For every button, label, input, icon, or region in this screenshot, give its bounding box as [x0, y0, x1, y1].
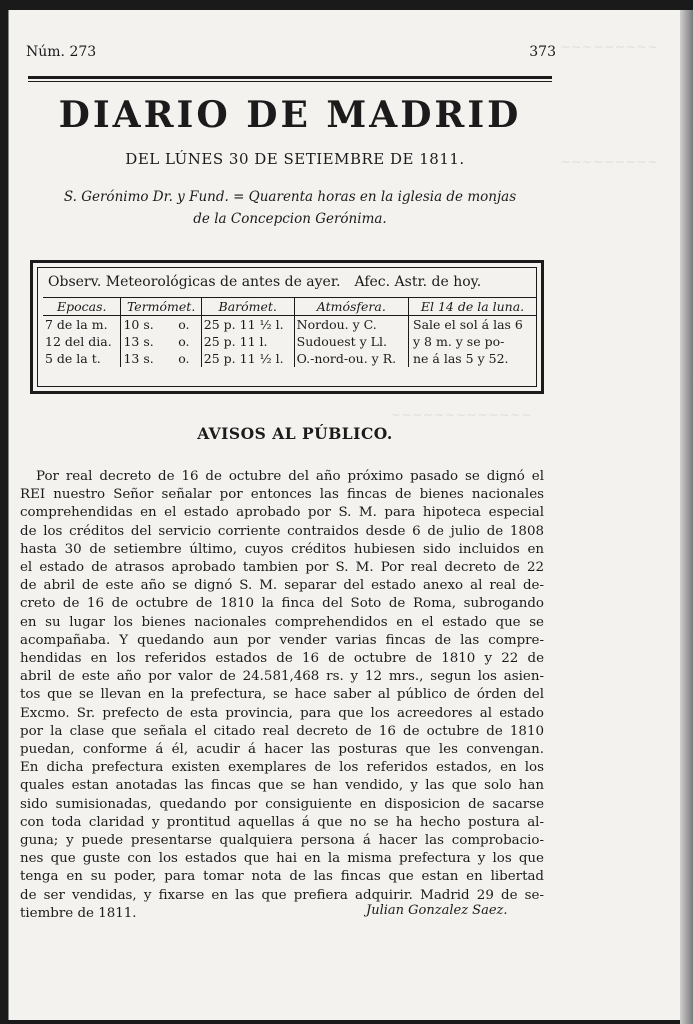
column-header-moon: El 14 de la luna.: [409, 298, 537, 316]
bleed-through-text: ~~~~~~~~~: [560, 40, 659, 55]
column-header-thermometer: Termómet.: [121, 298, 201, 316]
header-rule-thin: [28, 81, 552, 82]
table-row: [43, 350, 536, 367]
atmosphere-cell: O.-nord-ou. y R.: [294, 350, 408, 367]
thermometer-unit-cell: o.: [178, 351, 190, 366]
notice-line: en su lugar los bienes nacionales comprehendidos en el estado que se: [20, 614, 544, 630]
moon-cell: ne á las 5 y 52.: [409, 350, 537, 367]
notice-line: tiembre de 1811.: [20, 905, 137, 921]
notice-line: hendidas en los referidos estados de 16 de octubre de 1810 y 22 de: [20, 651, 544, 667]
barometer-cell: 25 p. 11 ½ l.: [201, 316, 294, 334]
meteorology-frame: [37, 267, 537, 387]
thermometer-cell: 10 s.: [121, 316, 176, 334]
meteorology-title-left: Observ. Meteorológicas de antes de ayer.: [48, 274, 341, 290]
dateline: DEL LÚNES 30 DE SETIEMBRE DE 1811.: [125, 150, 465, 168]
barometer-cell: 25 p. 11 l.: [201, 333, 294, 350]
column-header-atmosphere: Atmósfera.: [294, 298, 408, 316]
notice-line: abril de este año por valor de 24.581,468 rs. y 12 mrs., segun los asien-: [20, 669, 544, 685]
barometer-cell: 25 p. 11 ½ l.: [201, 350, 294, 367]
notice-line: con toda claridad y prontitud aquellas á que no se ha hecho postura al-: [20, 814, 544, 830]
notice-line: por la clase que señala el citado real decreto de 16 de octubre de 1810: [20, 723, 544, 739]
page-edge: [680, 10, 693, 1024]
epoch-cell: 12 del dia.: [45, 334, 112, 349]
notice-line: el estado de atrasos aprobado tambien por S. M. Por real decreto de 22: [20, 560, 544, 576]
notice-line: tos que se llevan en la prefectura, se hace saber al público de órden del: [20, 687, 544, 703]
meteorology-table: [43, 297, 536, 367]
newspaper-title: DIARIO DE MADRID: [58, 94, 522, 136]
notice-line: hasta 30 de setiembre último, cuyos créditos hubiesen sido incluidos en: [20, 541, 544, 557]
section-title: AVISOS AL PÚBLICO.: [197, 424, 393, 443]
notice-line: creto de 16 de octubre de 1810 la finca del Soto de Roma, subrogando: [20, 596, 544, 612]
table-row: [43, 316, 536, 334]
notice-line: puedan, conforme á él, acudir á hacer las posturas que les convengan.: [20, 742, 544, 758]
bleed-through-text: ~~~~~~~~~~~~~: [390, 408, 532, 423]
notice-line: guna; y puede presentarse qualquiera persona á hacer las comprobacio-: [20, 833, 544, 849]
epoch-cell: 7 de la m.: [45, 317, 108, 332]
atmosphere-cell: Sudouest y Ll.: [294, 333, 408, 350]
notice-line: Excmo. Sr. prefecto de esta provincia, para que los acreedores al estado: [20, 705, 544, 721]
thermometer-unit-cell: o.: [178, 334, 190, 349]
notice-line: de abril de este año se dignó S. M. separar del estado anexo al real de-: [20, 578, 544, 594]
moon-cell: Sale el sol á las 6: [409, 316, 537, 334]
bleed-through-text: ~~~~~~~~~: [560, 155, 659, 170]
page-number: 373: [529, 44, 556, 60]
notice-line: acompañaba. Y quedando aun por vender varias fincas de las compre-: [20, 632, 544, 648]
atmosphere-cell: Nordou. y C.: [294, 316, 408, 334]
notice-line: quales estan anotadas las fincas que se han vendido, y las que solo han: [20, 778, 544, 794]
notice-line: tenga en su poder, para tomar nota de las fincas que estan en libertad: [20, 869, 544, 885]
notice-line: En dicha prefectura existen exemplares de los referidos estados, en los: [20, 760, 544, 776]
notice-line: nes que guste con los estados que hai en la misma prefectura y los que: [20, 851, 544, 867]
notice-body: [20, 468, 544, 923]
meteorology-title: [48, 274, 538, 290]
issue-number: Núm. 273: [26, 44, 97, 60]
moon-cell: y 8 m. y se po-: [409, 333, 537, 350]
notice-line: Por real decreto de 16 de octubre del año próximo pasado se dignó el: [36, 469, 544, 484]
notice-line: de ser vendidas, y fixarse en las que prefiera adquirir. Madrid 29 de se-: [20, 887, 544, 903]
saints-line-2: de la Concepcion Gerónima.: [193, 211, 387, 227]
meteorology-title-right: Afec. Astr. de hoy.: [354, 274, 482, 290]
thermometer-cell: 13 s.: [121, 350, 176, 367]
table-row: [43, 333, 536, 350]
saints-of-the-day: [30, 186, 550, 230]
meteorology-box: [30, 260, 544, 394]
saints-line-1: S. Gerónimo Dr. y Fund. = Quarenta horas en la iglesia de monjas: [63, 189, 517, 205]
thermometer-unit-cell: o.: [178, 317, 190, 332]
notice-line: de los créditos del servicio corriente contraidos desde 6 de julio de 1808: [20, 523, 544, 539]
notice-line: comprehendidas en el estado aprobado por S. M. para hipoteca especial: [20, 505, 544, 521]
thermometer-cell: 13 s.: [121, 333, 176, 350]
notice-line: REI nuestro Señor señalar por entonces las fincas de bienes nacionales: [20, 487, 544, 503]
header-rule: [28, 76, 552, 79]
signature: Julian Gonzalez Saez.: [366, 903, 508, 918]
epoch-cell: 5 de la t.: [45, 351, 101, 366]
column-header-barometer: Barómet.: [201, 298, 294, 316]
page-header: [26, 44, 556, 64]
notice-line: sido sumisionadas, quedando por consiguiente en disposicion de sacarse: [20, 796, 544, 812]
column-header-epochs: Epocas.: [43, 298, 121, 316]
